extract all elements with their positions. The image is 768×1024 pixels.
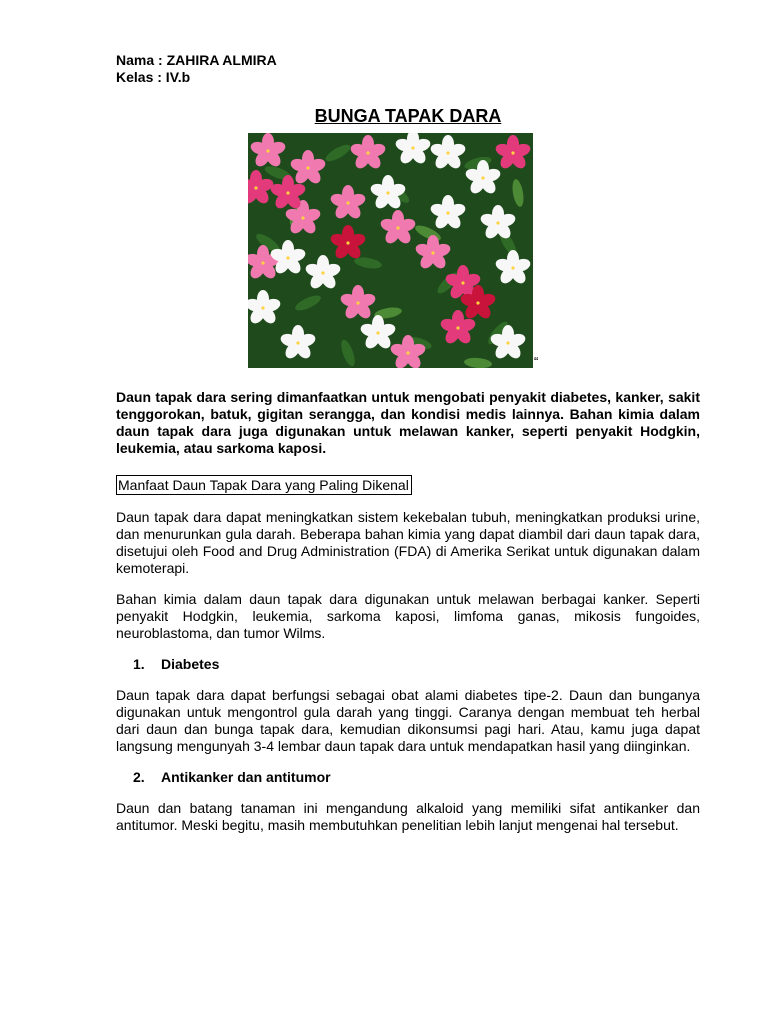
item-heading-diabetes — [116, 656, 700, 673]
student-name: Nama : ZAHIRA ALMIRA — [116, 52, 277, 68]
paragraph-immune: Daun tapak dara dapat meningkatkan sistem kekebalan tubuh, meningkatkan produksi urine, dan menurunkan gula darah. Beberapa bahan kimia yang dapat diambil dari daun tapak dara, disetujui oleh Food and Drug Administration (FDA) di Amerika Serikat untuk digunakan dalam kemoterapi. — [116, 509, 700, 576]
item-number: 2. — [133, 769, 145, 785]
paragraph-cancer: Bahan kimia dalam daun tapak dara digunakan untuk melawan berbagai kanker. Seperti penyakit Hodgkin, leukemia, sarkoma kaposi, limfoma ganas, mikosis fungoides, neuroblastoma, dan tumor Wilms. — [116, 591, 700, 641]
document-page — [116, 52, 700, 834]
item-text-diabetes: Daun tapak dara dapat berfungsi sebagai obat alami diabetes tipe-2. Daun dan bunganya digunakan untuk mengontrol gula darah yang tinggi. Caranya dengan membuat teh herbal dari daun dan bunga tapak dara, kemudian dikonsumsi pagi hari. Atau, kamu juga dapat langsung mengunyah 3-4 lembar daun tapak dara untuk mendapatkan hasil yang diinginkan. — [116, 687, 700, 754]
item-heading-text: Antikanker dan antitumor — [161, 769, 331, 785]
trailing-quote-mark: “ — [534, 354, 539, 369]
item-heading-text: Diabetes — [161, 656, 220, 672]
intro-paragraph: Daun tapak dara sering dimanfaatkan untuk mengobati penyakit diabetes, kanker, sakit tenggorokan, batuk, gigitan serangga, dan kondisi medis lainnya. Bahan kimia dalam daun tapak dara juga digunakan untuk melawan kanker, seperti penyakit Hodgkin, leukemia, atau sarkoma kaposi. — [116, 389, 700, 456]
section-heading-box: Manfaat Daun Tapak Dara yang Paling Dikenal — [116, 475, 412, 495]
page-title: BUNGA TAPAK DARA — [314, 106, 502, 126]
item-text-antikanker: Daun dan batang tanaman ini mengandung alkaloid yang memiliki sifat antikanker dan antitumor. Meski begitu, masih membutuhkan penelitian lebih lanjut mengenai hal tersebut. — [116, 800, 700, 833]
item-heading-antikanker — [116, 769, 700, 786]
figure — [116, 133, 700, 369]
student-class: Kelas : IV.b — [116, 69, 191, 85]
periwinkle-flowers-photo — [248, 133, 533, 368]
item-number: 1. — [133, 656, 145, 672]
